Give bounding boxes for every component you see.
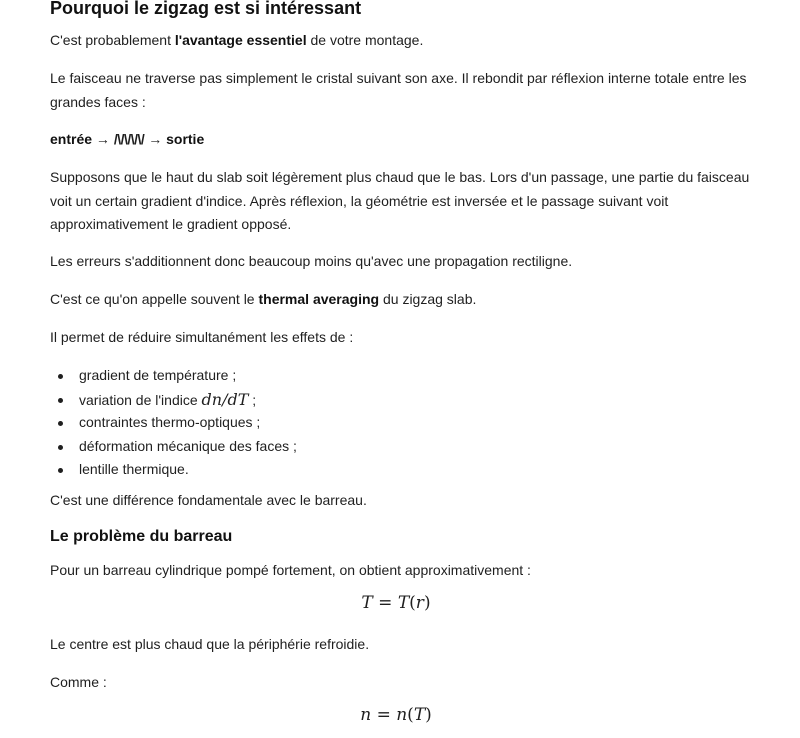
paragraph-intro bbox=[50, 29, 750, 53]
list-item-text: lentille thermique. bbox=[79, 461, 189, 477]
eq-paren: ( bbox=[409, 593, 416, 613]
eq-operator: = bbox=[378, 593, 393, 613]
paragraph-thermal-averaging bbox=[50, 288, 750, 312]
arrow-right-icon: → bbox=[95, 131, 110, 147]
eq-symbol: n bbox=[360, 705, 372, 725]
list-item-text: variation de l'indice bbox=[79, 391, 198, 408]
equation-temperature bbox=[50, 593, 742, 613]
list-item-text: déformation mécanique des faces ; bbox=[79, 437, 297, 454]
paragraph-effects-intro: Il permet de réduire simultanément les effets de : bbox=[50, 329, 354, 345]
zigzag-diagram-line bbox=[50, 128, 750, 152]
paragraph-difference: C'est une différence fondamentale avec le barreau. bbox=[50, 492, 367, 508]
paragraph-comme: Comme : bbox=[50, 674, 107, 690]
list-item-text: gradient de température ; bbox=[79, 367, 237, 383]
paragraph-gradient: Supposons que le haut du slab soit légèrement plus chaud que le bas. Lors d'un passage, une partie du faisceau voit un certain gradient d'indice. Après réflexion, la géométrie est inversée et le passage suivant voit approximativement le gradient opposé. bbox=[50, 169, 750, 232]
eq-symbol: T bbox=[397, 593, 410, 613]
eq-symbol: T bbox=[361, 593, 373, 613]
eq-operator: = bbox=[376, 705, 391, 725]
list-item-text: contraintes thermo-optiques ; bbox=[79, 414, 261, 430]
emphasis: thermal averaging bbox=[258, 291, 380, 307]
text: de votre montage. bbox=[306, 32, 424, 48]
list-item bbox=[50, 388, 750, 412]
eq-symbol: T bbox=[413, 705, 426, 725]
eq-paren: ( bbox=[407, 705, 414, 725]
paragraph-rod: Pour un barreau cylindrique pompé fortement, on obtient approximativement : bbox=[50, 562, 531, 578]
arrow-right-icon: → bbox=[148, 131, 163, 147]
exit-label: sortie bbox=[166, 131, 205, 147]
text: du zigzag slab. bbox=[379, 291, 477, 307]
eq-paren: ) bbox=[423, 593, 431, 613]
list-item bbox=[50, 411, 750, 435]
text: C'est probablement bbox=[50, 32, 175, 48]
math-dn-dt: dn/dT bbox=[201, 389, 249, 409]
entry-label: entrée bbox=[50, 131, 93, 147]
paragraph-beam: Le faisceau ne traverse pas simplement le cristal suivant son axe. Il rebondit par réflexion interne totale entre les grandes faces : bbox=[50, 70, 747, 110]
section-heading: Pourquoi le zigzag est si intéressant bbox=[50, 0, 362, 18]
list-item bbox=[50, 364, 750, 388]
eq-symbol: n bbox=[396, 705, 408, 725]
list-item bbox=[50, 458, 750, 482]
effects-list bbox=[50, 364, 750, 482]
paragraph-center: Le centre est plus chaud que la périphérie refroidie. bbox=[50, 636, 370, 652]
paragraph-errors: Les erreurs s'additionnent donc beaucoup moins qu'avec une propagation rectiligne. bbox=[50, 253, 573, 269]
eq-symbol: r bbox=[415, 593, 424, 613]
subsection-heading: Le problème du barreau bbox=[50, 528, 233, 545]
list-item bbox=[50, 435, 750, 459]
eq-paren: ) bbox=[425, 705, 432, 725]
equation-index bbox=[50, 705, 742, 725]
emphasis: l'avantage essentiel bbox=[174, 32, 307, 48]
zigzag-symbol: /\/\/\/\/ bbox=[113, 131, 145, 147]
list-item-suffix: ; bbox=[248, 391, 257, 408]
text: C'est ce qu'on appelle souvent le bbox=[50, 291, 259, 307]
